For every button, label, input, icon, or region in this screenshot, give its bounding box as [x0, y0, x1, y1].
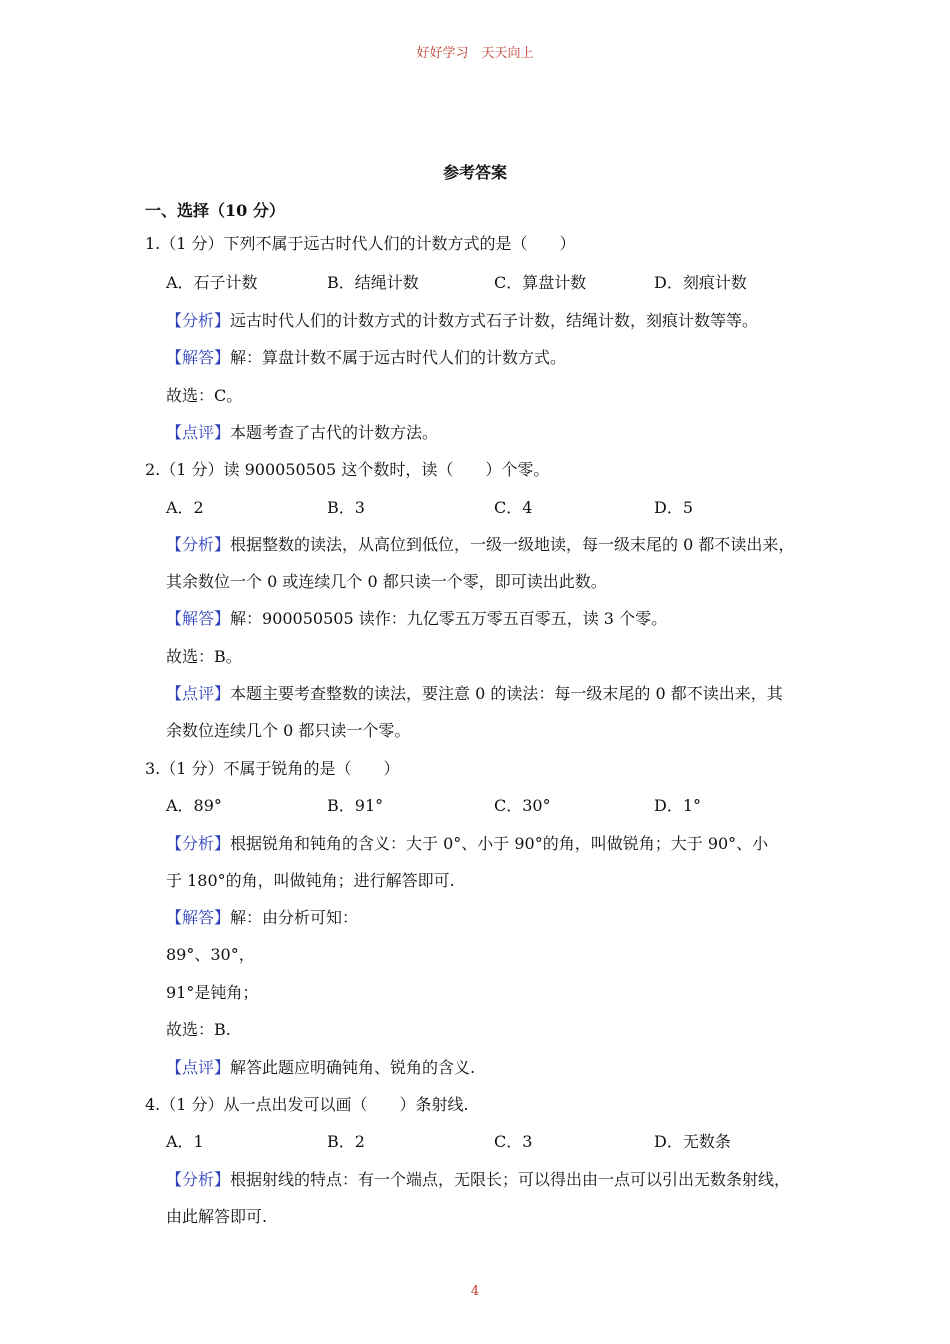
- analysis-text: 远古时代人们的计数方式的计数方式石子计数，结绳计数，刻痕计数等等。: [230, 311, 759, 330]
- q4-option-a: A．1: [166, 1132, 204, 1151]
- answer-tag: 【解答】: [166, 609, 231, 628]
- q2-option-b: B．3: [327, 498, 365, 517]
- q4-option-b: B．2: [327, 1132, 365, 1151]
- comment-text: 本题考查了古代的计数方法。: [230, 423, 439, 442]
- answer-text: 解：900050505 读作：九亿零五万零五百零五，读 3 个零。: [230, 609, 668, 628]
- answer-tag: 【解答】: [166, 348, 231, 367]
- q4-option-c: C．3: [494, 1132, 533, 1151]
- q3-analysis: [166, 833, 768, 855]
- section-heading: 一、选择（10 分）: [145, 201, 285, 220]
- q1-choice: 故选：C。: [166, 386, 243, 405]
- q1-option-d: D．刻痕计数: [654, 273, 747, 292]
- q4-stem: 4.（1 分）从一点出发可以画（ ）条射线.: [145, 1095, 469, 1114]
- q3-choice: 故选：B.: [166, 1020, 231, 1039]
- q1-answer: [166, 347, 566, 369]
- analysis-text: 根据整数的读法，从高位到低位，一级一级地读，每一级末尾的 0 都不读出来，: [230, 535, 795, 554]
- analysis-tag: 【分析】: [166, 535, 231, 554]
- q1-option-b: B．结绳计数: [327, 273, 419, 292]
- analysis-tag: 【分析】: [166, 834, 231, 853]
- comment-tag: 【点评】: [166, 1058, 231, 1077]
- q2-comment: [166, 683, 783, 705]
- answer-text: 解：由分析可知：: [230, 908, 359, 927]
- q3-comment: [166, 1057, 475, 1079]
- q1-comment: [166, 422, 438, 444]
- comment-text: 本题主要考查整数的读法，要注意 0 的读法：每一级末尾的 0 都不读出来，其: [230, 684, 783, 703]
- q2-analysis: [166, 534, 794, 556]
- q3-answer-line1: 89°、30°，: [166, 945, 255, 964]
- q2-choice: 故选：B。: [166, 647, 242, 666]
- page-number: 4: [470, 1284, 480, 1299]
- comment-tag: 【点评】: [166, 423, 231, 442]
- q2-option-a: A．2: [166, 498, 204, 517]
- answer-tag: 【解答】: [166, 908, 231, 927]
- q1-option-c: C．算盘计数: [494, 273, 587, 292]
- q3-answer: [166, 907, 358, 929]
- q4-analysis-cont: 由此解答即可.: [166, 1207, 268, 1226]
- comment-tag: 【点评】: [166, 684, 231, 703]
- q1-option-a: A．石子计数: [166, 273, 258, 292]
- q2-answer: [166, 608, 667, 630]
- q3-analysis-cont: 于 180°的角，叫做钝角；进行解答即可.: [166, 871, 455, 890]
- q2-option-c: C．4: [494, 498, 533, 517]
- q2-stem: 2.（1 分）读 900050505 这个数时，读（ ）个零。: [145, 460, 550, 479]
- q3-option-a: A．89°: [166, 796, 222, 815]
- comment-text: 解答此题应明确钝角、锐角的含义.: [230, 1058, 476, 1077]
- page-title: 参考答案: [442, 163, 507, 182]
- q2-option-d: D．5: [654, 498, 694, 517]
- q3-option-b: B．91°: [327, 796, 384, 815]
- analysis-tag: 【分析】: [166, 1170, 231, 1189]
- q2-analysis-cont: 其余数位一个 0 或连续几个 0 都只读一个零，即可读出此数。: [166, 572, 607, 591]
- q3-option-c: C．30°: [494, 796, 551, 815]
- analysis-text: 根据锐角和钝角的含义：大于 0°、小于 90°的角，叫做锐角；大于 90°、小: [230, 834, 769, 853]
- analysis-tag: 【分析】: [166, 311, 231, 330]
- q3-answer-line2: 91°是钝角；: [166, 983, 259, 1002]
- q4-analysis: [166, 1169, 790, 1191]
- q1-analysis: [166, 310, 758, 332]
- page-header: 好好学习 天天向上: [416, 46, 534, 61]
- q2-comment-cont: 余数位连续几个 0 都只读一个零。: [166, 721, 411, 740]
- q1-stem: 1.（1 分）下列不属于远古时代人们的计数方式的是（ ）: [145, 234, 576, 253]
- q3-stem: 3.（1 分）不属于锐角的是（ ）: [145, 759, 400, 778]
- q3-option-d: D．1°: [654, 796, 702, 815]
- q4-option-d: D．无数条: [654, 1132, 731, 1151]
- analysis-text: 根据射线的特点：有一个端点，无限长；可以得出由一点可以引出无数条射线，: [230, 1170, 791, 1189]
- answer-text: 解：算盘计数不属于远古时代人们的计数方式。: [230, 348, 567, 367]
